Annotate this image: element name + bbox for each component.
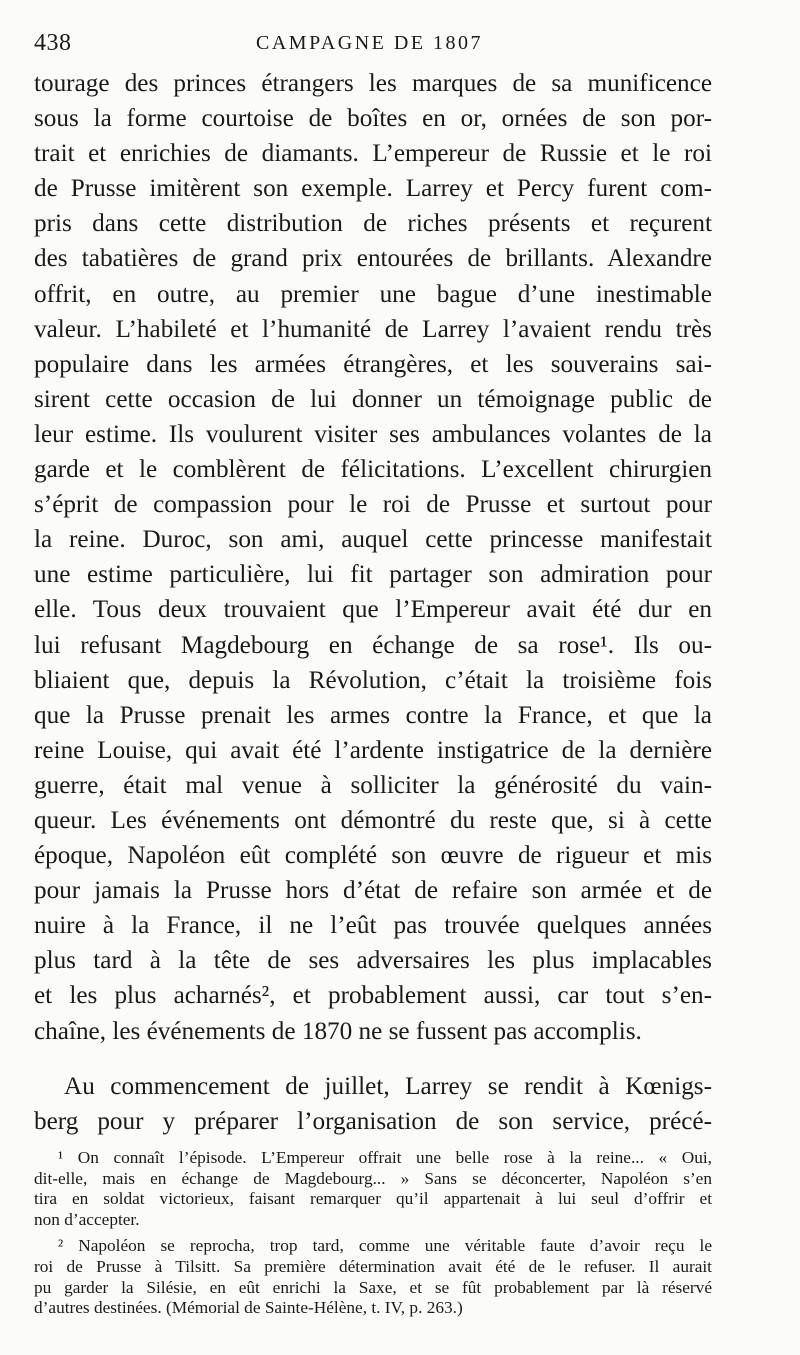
text-line: sous la forme courtoise de boîtes en or, ornées de son por-	[34, 105, 712, 133]
text-line: sirent cette occasion de lui donner un témoignage public de	[34, 385, 712, 413]
running-head: CAMPAGNE DE 1807	[256, 32, 484, 54]
text-line: berg pour y préparer l’organisation de son service, précé-	[34, 1107, 712, 1135]
text-line: elle. Tous deux trouvaient que l’Empereur avait été dur en	[34, 596, 712, 624]
text-line: guerre, était mal venue à solliciter la générosité du vain-	[34, 771, 712, 799]
text-line: pris dans cette distribution de riches présents et reçurent	[34, 210, 712, 238]
text-line: une estime particulière, lui fit partager son admiration pour	[34, 561, 712, 589]
text-line: plus tard à la tête de ses adversaires les plus implacables	[34, 947, 712, 975]
text-line: et les plus acharnés², et probablement aussi, car tout s’en-	[34, 982, 712, 1010]
paragraph-1	[34, 66, 712, 1049]
page-number: 438	[34, 30, 72, 56]
text-line: pour jamais la Prusse hors d’état de refaire son armée et de	[34, 877, 712, 905]
paragraph-2	[34, 1069, 712, 1139]
page-header	[34, 30, 760, 60]
text-line: queur. Les événements ont démontré du reste que, si à cette	[34, 806, 712, 834]
text-line: lui refusant Magdebourg en échange de sa rose¹. Ils ou-	[34, 631, 712, 659]
text-line: bliaient que, depuis la Révolution, c’était la troisième fois	[34, 666, 712, 694]
paragraph-gap	[34, 1049, 712, 1069]
footnote-line: ¹ On connaît l’épisode. L’Empereur offrait une belle rose à la reine... « Oui,	[58, 1148, 712, 1167]
footnote-line: roi de Prusse à Tilsitt. Sa première détermination avait été de le refuser. Il aurait	[34, 1256, 712, 1276]
text-line: offrit, en outre, au premier une bague d’une inestimable	[34, 280, 712, 308]
footnote-1	[34, 1148, 712, 1230]
text-line: que la Prusse prenait les armes contre la France, et que la	[34, 701, 712, 729]
text-line: chaîne, les événements de 1870 ne se fussent pas accomplis.	[34, 1017, 642, 1045]
footnote-line: d’autres destinées. (Mémorial de Sainte-Hélène, t. IV, p. 263.)	[34, 1298, 463, 1318]
text-line: garde et le comblèrent de félicitations. L’excellent chirurgien	[34, 456, 712, 484]
text-line: la reine. Duroc, son ami, auquel cette princesse manifestait	[34, 526, 712, 554]
main-text	[34, 66, 712, 1139]
footnote-line: non d’accepter.	[34, 1209, 140, 1229]
footnote-line: ² Napoléon se reprocha, trop tard, comme une véritable faute d’avoir reçu le	[58, 1236, 712, 1256]
footnote-line: pu garder la Silésie, en eût enrichi la Saxe, et se fût probablement par là réservé	[34, 1277, 712, 1297]
text-line: de Prusse imitèrent son exemple. Larrey et Percy furent com-	[34, 175, 712, 203]
text-line: trait et enrichies de diamants. L’empereur de Russie et le roi	[34, 140, 712, 168]
text-line: époque, Napoléon eût complété son œuvre de rigueur et mis	[34, 842, 712, 870]
text-line: nuire à la France, il ne l’eût pas trouvée quelques années	[34, 912, 712, 940]
footnote-2	[34, 1236, 712, 1318]
text-line: populaire dans les armées étrangères, et les souverains sai-	[34, 350, 712, 378]
text-line: Au commencement de juillet, Larrey se rendit à Kœnigs-	[64, 1072, 712, 1100]
text-line: tourage des princes étrangers les marques de sa munificence	[34, 70, 712, 97]
text-line: leur estime. Ils voulurent visiter ses ambulances volantes de la	[34, 420, 712, 448]
text-line: valeur. L’habileté et l’humanité de Larrey l’avaient rendu très	[34, 315, 712, 343]
footnotes	[34, 1148, 712, 1319]
text-line: des tabatières de grand prix entourées de brillants. Alexandre	[34, 245, 712, 273]
footnote-line: dit-elle, mais en échange de Magdebourg... » Sans se déconcerter, Napoléon s’en	[34, 1168, 712, 1188]
text-line: reine Louise, qui avait été l’ardente instigatrice de la dernière	[34, 736, 712, 764]
footnote-line: tira en soldat victorieux, faisant remarquer qu’il appartenait à lui seul d’offrir et	[34, 1189, 712, 1209]
text-line: s’éprit de compassion pour le roi de Prusse et surtout pour	[34, 491, 712, 519]
